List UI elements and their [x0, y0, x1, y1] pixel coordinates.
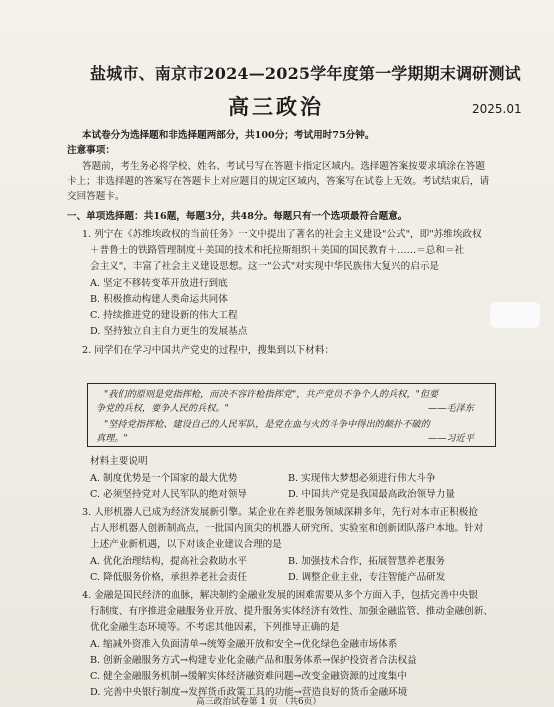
- q1-stem-line-2: ＋普鲁士的铁路管理制度＋美国的技术和托拉斯组织＋美国的国民教育＋……＝总和＝社: [90, 245, 465, 256]
- q2-option-c: C. 必须坚持党对人民军队的绝对领导: [90, 489, 248, 500]
- notice-line-2: 卡上；非选择题的答案写在答题卡上对应题目的规定区域内，答案写在试卷上无效。考试结束后，请: [67, 176, 490, 187]
- q2-option-a: A. 制度优势是一个国家的最大优势: [90, 473, 238, 484]
- q3-option-a: A. 优化治理结构，提高社会救助水平: [90, 556, 247, 567]
- notice-heading: 注意事项：: [67, 145, 115, 156]
- q3-stem-line-3: 上述产业新机遇，以下对该企业建议合理的是: [90, 539, 282, 550]
- q1-option-b: B. 积极推动构建人类命运共同体: [90, 294, 228, 305]
- q2-source-2: ——习近平: [428, 433, 474, 444]
- notice-line-1: 答题前，考生务必将学校、姓名、考试号写在答题卡指定区域内。选择题答案按要求填涂在答题: [82, 161, 485, 172]
- q1-stem-line-1: 1. 列宁在《苏维埃政权的当前任务》一文中提出了著名的社会主义建设"公式"，即"苏维埃政权: [82, 229, 482, 240]
- q2-quote-2b: 真理。": [96, 433, 128, 444]
- paper-blemish: [490, 302, 540, 328]
- q2-option-b: B. 实现伟大梦想必须进行伟大斗争: [288, 473, 436, 484]
- q3-option-d: D. 调整企业主业，专注智能产品研发: [288, 572, 446, 583]
- q4-option-b: B. 创新金融服务方式→构建专业化金融产品和服务体系→保护投资者合法权益: [90, 655, 417, 666]
- q2-prompt: 材料主要说明: [90, 456, 148, 467]
- q1-option-a: A. 坚定不移转变革开放进行到底: [90, 278, 228, 289]
- q2-quote-1a: "我们的原则是党指挥枪，而决不容许枪指挥党"，共产党员不争个人的兵权，"但要: [104, 389, 439, 400]
- subject-title: 高三政治: [228, 94, 324, 119]
- exam-intro: 本试卷分为选择题和非选择题两部分，共100分；考试用时75分钟。: [82, 130, 375, 141]
- q3-stem-line-1: 3. 人形机器人已成为经济发展新引擎。某企业在养老服务领域深耕多年，先行对本市正积极抢: [82, 507, 478, 518]
- q1-option-d: D. 坚持独立自主自力更生的发展基点: [90, 326, 248, 337]
- exam-date: 2025.01: [472, 102, 522, 116]
- q4-option-d: D. 完善中央银行制度→发挥货币政策工具的功能→营造良好的货币金融环境: [90, 687, 408, 698]
- q2-source-1: ——毛泽东: [428, 403, 474, 414]
- q1-option-c: C. 持续推进党的建设新的伟大工程: [90, 310, 238, 321]
- q3-option-b: B. 加强技术合作，拓展智慧养老服务: [288, 556, 446, 567]
- q4-stem-line-2: 行制度、有序推进金融服务业开放、提升服务实体经济有效性、加强金融监管、推动金融创新、: [90, 606, 493, 617]
- q4-stem-line-3: 优化金融生态环境等。不考虑其他因素，下列推导正确的是: [90, 622, 340, 633]
- section-heading: 一、单项选择题：共16题，每题3分，共48分。每题只有一个选项最符合题意。: [67, 211, 408, 222]
- q2-quote-1b: 争党的兵权，要争人民的兵权。": [96, 403, 229, 414]
- q1-stem-line-3: 会主义"，丰富了社会主义建设思想。这一"公式"对实现中华民族伟大复兴的启示是: [90, 261, 440, 272]
- q4-option-a: A. 缩减外资准入负面清单→统筹金融开放和安全→优化绿色金融市场体系: [90, 639, 398, 650]
- q4-stem-line-1: 4. 金融是国民经济的血脉，解决制约金融业发展的困难需要从多个方面入手，包括完善中央银: [82, 590, 478, 601]
- page-footer: 高三政治试卷第 1 页 （共6页）: [196, 697, 322, 707]
- q4-option-c: C. 健全金融服务机制→缓解实体经济融资难问题→改变金融资源的过度集中: [90, 671, 407, 682]
- q2-option-d: D. 中国共产党是我国最高政治领导力量: [288, 489, 455, 500]
- q2-quote-2a: "坚持党指挥枪、建设自己的人民军队，是党在血与火的斗争中得出的颠扑不破的: [104, 419, 430, 430]
- q2-material-box: [87, 383, 496, 447]
- q3-option-c: C. 降低服务价格，承担养老社会责任: [90, 572, 248, 583]
- q3-stem-line-2: 占人形机器人创新制高点，一批国内顶尖的机器人研究所、实验室和创新团队落户本地。针对: [90, 523, 484, 534]
- q2-stem: 2. 同学们在学习中国共产党史的过程中，搜集到以下材料：: [82, 345, 335, 356]
- notice-line-3: 交回答题卡。: [67, 191, 125, 202]
- exam-title: 盐城市、南京市2024—2025学年度第一学期期末调研测试: [90, 64, 521, 83]
